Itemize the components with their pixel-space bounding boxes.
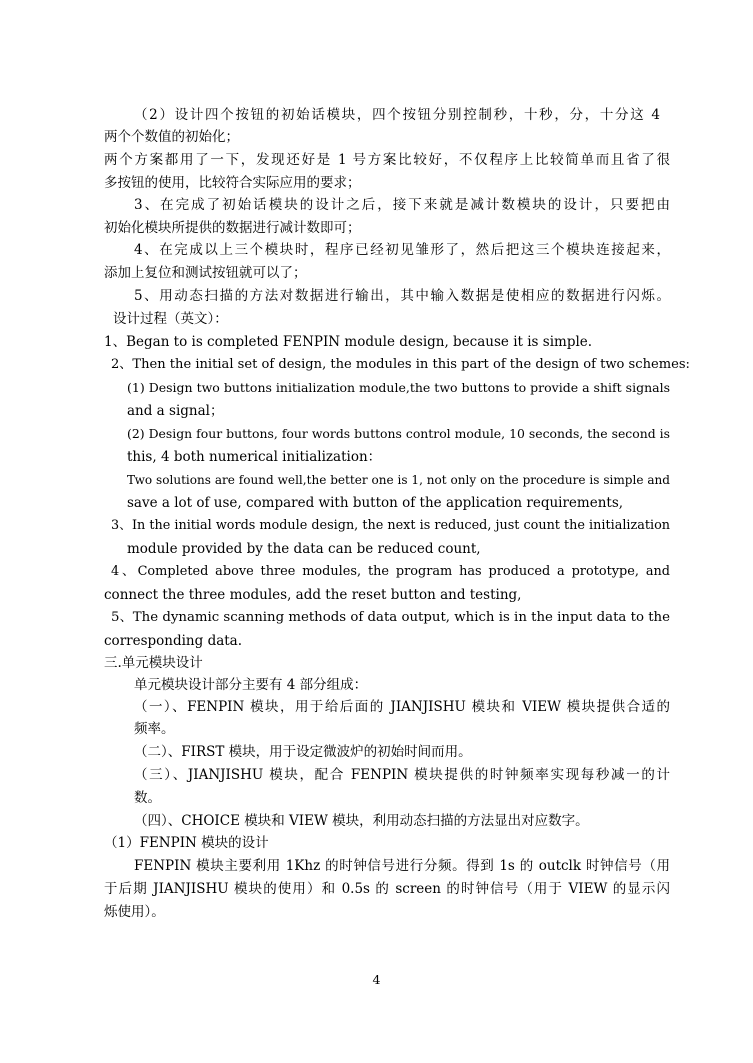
text-line: corresponding data. bbox=[104, 633, 243, 649]
text-line: 添加上复位和测试按钮就可以了； bbox=[104, 265, 307, 281]
text-line: （一）、FENPIN 模块，用于给后面的 JIANJISHU 模块和 VIEW 模块提供合适的 bbox=[134, 699, 670, 715]
text-line: 于后期 JIANJISHU 模块的使用）和 0.5s 的 screen 的时钟信号（用于 VIEW 的显示闪 bbox=[104, 881, 670, 897]
text-line: Two solutions are found well,the better one is 1, not only on the procedure is simple and bbox=[127, 473, 670, 487]
text-line: （2）设计四个按钮的初始话模块，四个按钮分别控制秒，十秒，分，十分这 4 bbox=[134, 107, 660, 123]
text-line: and a signal； bbox=[127, 403, 224, 419]
page-number: 4 bbox=[372, 972, 381, 987]
text-line: 两个方案都用了一下，发现还好是 1 号方案比较好，不仅程序上比较简单而且省了很 bbox=[104, 152, 670, 168]
text-line: 频率。 bbox=[134, 721, 175, 737]
text-line: (2) Design four buttons, four words buttons control module, 10 seconds, the second is bbox=[127, 426, 670, 441]
text-line: (1) Design two buttons initialization module,the two buttons to provide a shift signals bbox=[127, 380, 670, 395]
section-heading: 设计过程（英文）： bbox=[113, 311, 228, 327]
text-line: FENPIN 模块主要利用 1Khz 的时钟信号进行分频。得到 1s 的 outclk 时钟信号（用 bbox=[134, 858, 670, 874]
text-line: （二）、FIRST 模块，用于设定微波炉的初始时间而用。 bbox=[134, 744, 472, 760]
text-line: 单元模块设计部分主要有 4 部分组成： bbox=[134, 677, 368, 693]
text-line: this, 4 both numerical initialization： bbox=[127, 449, 382, 465]
text-line: 两个个数值的初始化； bbox=[104, 129, 239, 145]
section-heading: 三.单元模块设计 bbox=[104, 655, 203, 671]
text-line: 1、Began to is completed FENPIN module design, because it is simple. bbox=[104, 334, 593, 350]
text-line: save a lot of use, compared with button of the application requirements, bbox=[127, 495, 624, 511]
text-line: （四）、CHOICE 模块和 VIEW 模块，利用动态扫描的方法显出对应数字。 bbox=[134, 813, 589, 829]
text-line: 2、Then the initial set of design, the modules in this part of the design of two schemes: bbox=[111, 357, 690, 372]
text-line: 数。 bbox=[134, 790, 161, 806]
text-line: 4、在完成以上三个模块时，程序已经初见雏形了，然后把这三个模块连接起来， bbox=[134, 242, 670, 258]
text-line: connect the three modules, add the reset button and testing, bbox=[104, 587, 522, 603]
text-line: 4、Completed above three modules, the program has produced a prototype, and bbox=[111, 564, 670, 579]
text-line: 5、The dynamic scanning methods of data output, which is in the input data to the bbox=[111, 610, 670, 625]
text-line: 多按钮的使用，比较符合实际应用的要求； bbox=[104, 175, 361, 191]
text-line: 初始化模块所提供的数据进行减计数即可； bbox=[104, 220, 361, 236]
text-line: 3、在完成了初始话模块的设计之后，接下来就是减计数模块的设计，只要把由 bbox=[134, 197, 670, 213]
text-line: 烁使用）。 bbox=[104, 904, 165, 920]
text-line: 5、用动态扫描的方法对数据进行输出，其中输入数据是使相应的数据进行闪烁。 bbox=[134, 288, 670, 304]
section-heading: （1）FENPIN 模块的设计 bbox=[104, 835, 269, 851]
text-line: 3、In the initial words module design, the next is reduced, just count the initialization bbox=[111, 518, 670, 533]
text-line: （三）、JIANJISHU 模块，配合 FENPIN 模块提供的时钟频率实现每秒减一的计 bbox=[134, 767, 670, 783]
text-line: module provided by the data can be reduced count, bbox=[127, 541, 481, 557]
